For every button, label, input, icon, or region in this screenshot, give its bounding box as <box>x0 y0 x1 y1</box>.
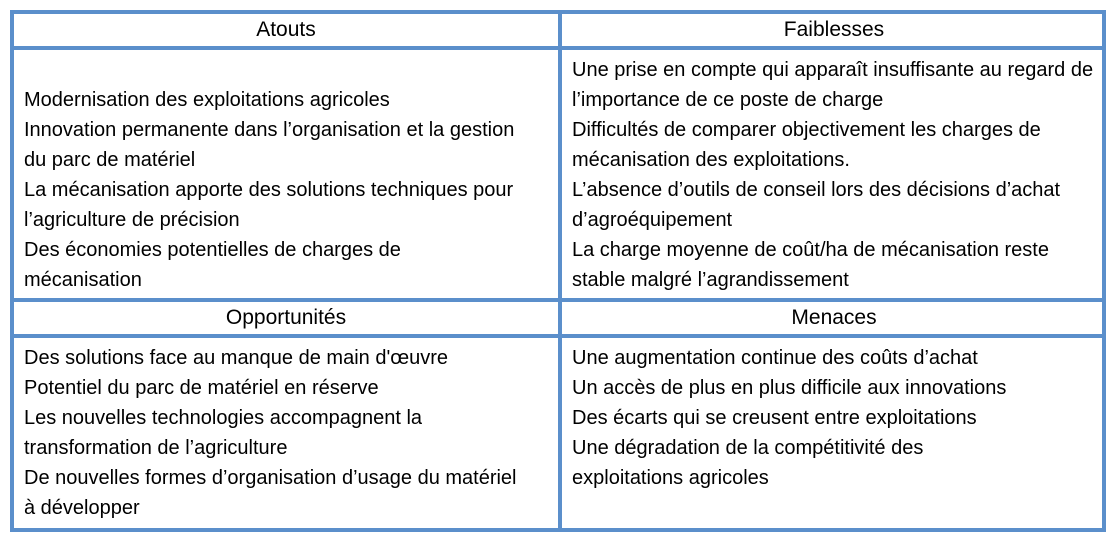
weakness-item: Difficultés de comparer objectivement les charges de mécanisation des exploitations. <box>572 119 1041 171</box>
weakness-item: La charge moyenne de coût/ha de mécanisation reste stable malgré l’agrandissement <box>572 239 1049 291</box>
opportunity-item: Des solutions face au manque de main d'œuvre <box>24 347 449 369</box>
threat-item: Des écarts qui se creusent entre exploitations <box>572 407 977 429</box>
opportunities-header: Opportunités <box>225 306 347 329</box>
row-divider-bottom-header <box>14 334 1102 338</box>
opportunities-cell <box>14 343 558 523</box>
opportunity-item: Potentiel du parc de matériel en réserve <box>24 377 379 399</box>
threat-item: Une augmentation continue des coûts d’achat <box>572 347 978 369</box>
weaknesses-cell <box>562 55 1106 295</box>
swot-table <box>10 10 1106 532</box>
threat-item: Un accès de plus en plus difficile aux innovations <box>572 377 1007 399</box>
threats-header: Menaces <box>791 306 877 329</box>
strength-item: Modernisation des exploitations agricoles <box>24 89 390 111</box>
weakness-item: L’absence d’outils de conseil lors des décisions d’achat d’agroéquipement <box>572 179 1061 231</box>
strengths-cell <box>14 85 558 295</box>
weaknesses-header: Faiblesses <box>783 18 885 41</box>
strength-item: Innovation permanente dans l’organisation et la gestion du parc de matériel <box>24 119 515 171</box>
threats-cell <box>562 343 1106 493</box>
opportunity-item: Les nouvelles technologies accompagnent la transformation de l’agriculture <box>24 407 423 459</box>
opportunity-item: De nouvelles formes d’organisation d’usage du matériel à développer <box>24 467 517 519</box>
row-divider-top-header <box>14 46 1102 50</box>
weakness-item: Une prise en compte qui apparaît insuffisante au regard de l’importance de ce poste de charge <box>572 59 1094 111</box>
threat-item: Une dégradation de la compétitivité des exploitations agricoles <box>572 437 924 489</box>
strength-item: Des économies potentielles de charges de mécanisation <box>24 239 401 291</box>
strength-item: La mécanisation apporte des solutions techniques pour l’agriculture de précision <box>24 179 514 231</box>
strengths-header: Atouts <box>256 18 316 41</box>
